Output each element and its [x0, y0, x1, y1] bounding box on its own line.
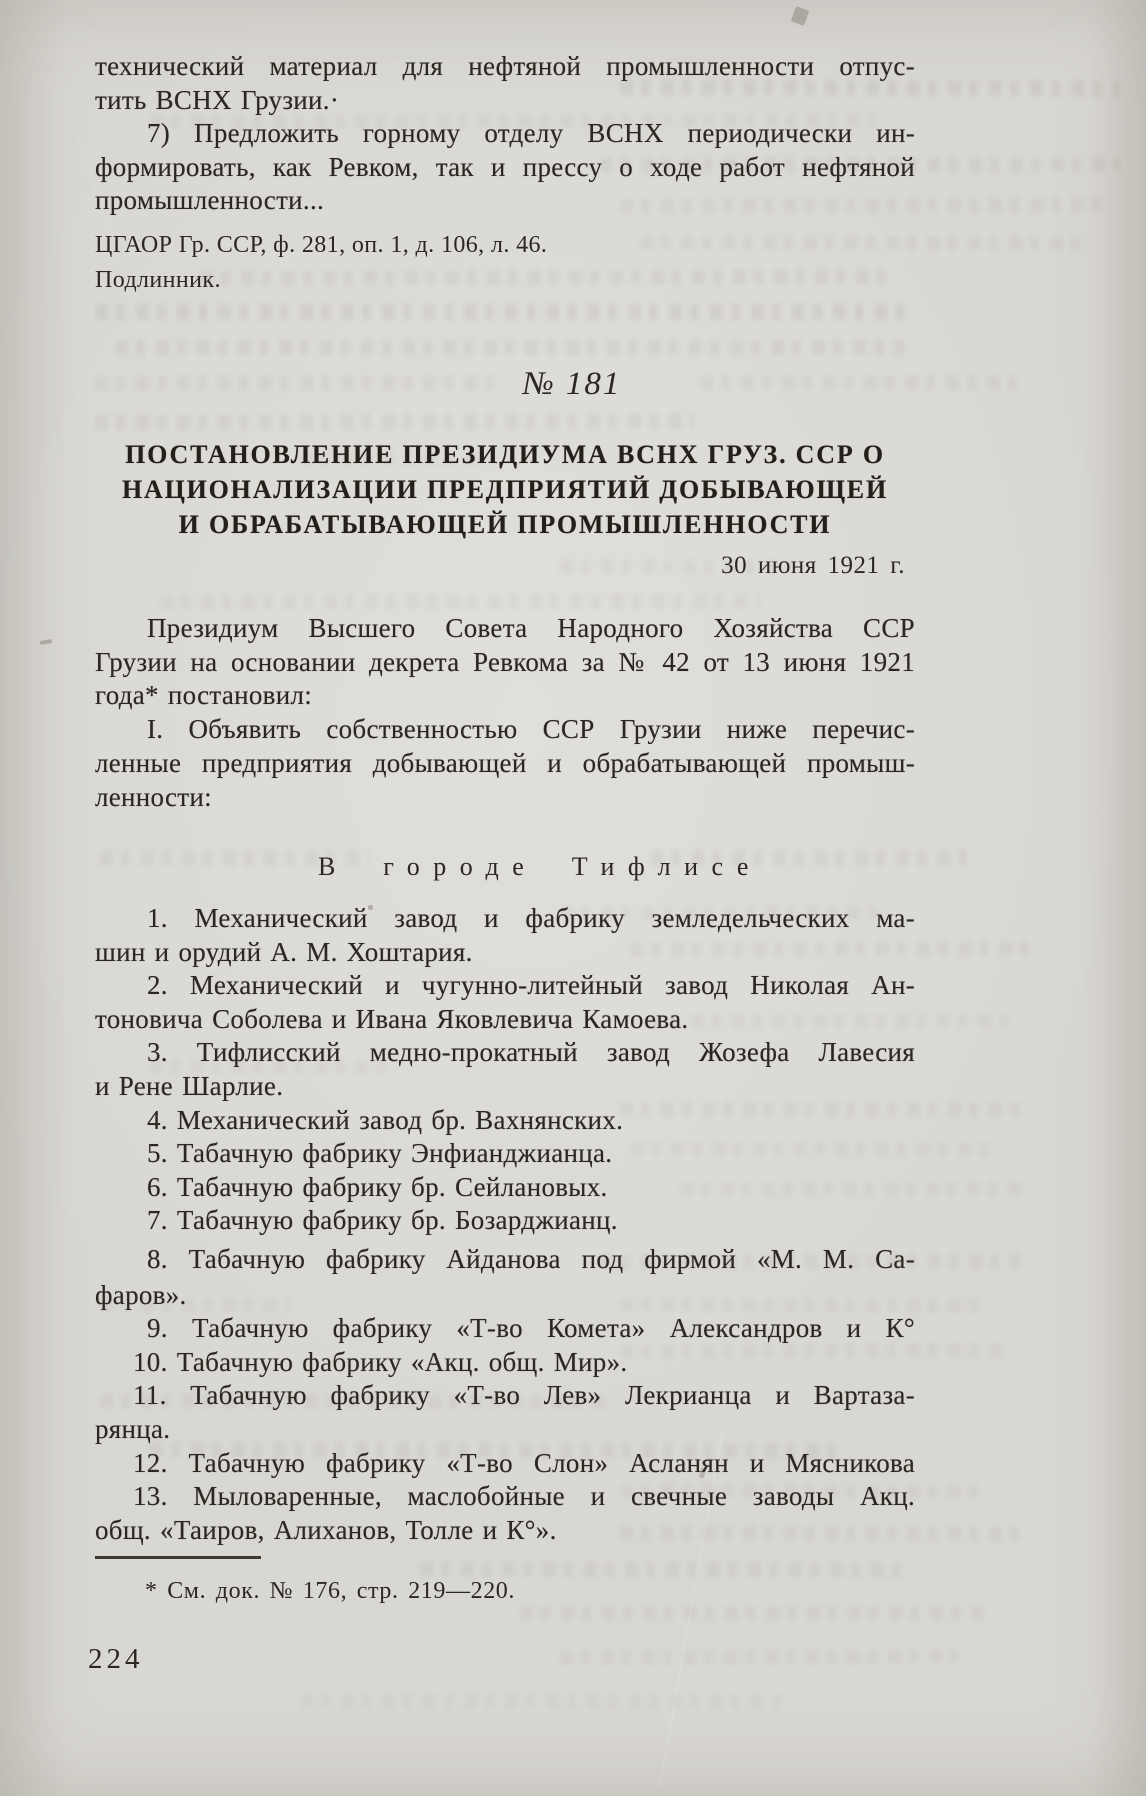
document-body — [95, 612, 915, 814]
text-line: 4. Механический завод бр. Вахнянских. — [147, 1104, 624, 1135]
bleed-through-stripe — [560, 1649, 970, 1664]
authenticity-note: Подлинник. — [95, 267, 221, 293]
paper-speck — [791, 6, 810, 26]
text-line: 6. Табачную фабрику бр. Сейлановых. — [147, 1171, 608, 1202]
document-title — [95, 437, 915, 542]
bleed-through-stripe — [115, 340, 905, 355]
bleed-through-stripe — [95, 413, 695, 431]
text-line: общ. «Таиров, Алиханов, Толле и К°». — [95, 1514, 557, 1545]
bleed-through-stripe — [160, 593, 760, 610]
paper-speck — [40, 639, 53, 645]
text-line: НАЦИОНАЛИЗАЦИИ ПРЕДПРИЯТИЙ ДОБЫВАЮЩЕЙ — [122, 475, 888, 504]
text-line: Президиум Высшего Совета Народного Хозяйства ССР — [147, 613, 915, 643]
text-line: технический материал для нефтяной промышленности отпус- — [95, 51, 915, 81]
text-line: тоновича Соболева и Ивана Яковлевича Камоева. — [95, 1003, 689, 1034]
text-line: 11. Табачную фабрику «Т-во Лев» Лекрианца и Вартаза- — [133, 1380, 915, 1411]
bleed-through-stripe — [420, 1561, 910, 1577]
text-line: ленности: — [95, 781, 212, 812]
text-line: 3. Тифлисский медно-прокатный завод Жозефа Лавесия — [147, 1037, 915, 1068]
archive-reference: ЦГАОР Гр. ССР, ф. 281, оп. 1, д. 106, л. 46. — [95, 232, 548, 258]
text-line: тить ВСНХ Грузии.· — [95, 84, 340, 115]
footnote-divider — [95, 1556, 261, 1559]
nationalized-items-list — [95, 902, 915, 1547]
text-line: промышленности... — [95, 185, 325, 215]
text-line: И ОБРАБАТЫВАЮЩЕЙ ПРОМЫШЛЕННОСТИ — [178, 510, 832, 539]
text-line: 5. Табачную фабрику Энфианджианца. — [147, 1138, 613, 1169]
text-line: 7. Табачную фабрику бр. Бозарджианц. — [147, 1205, 618, 1236]
text-line: 7) Предложить горному отделу ВСНХ периодически ин- — [147, 118, 915, 148]
text-line: шин и орудий А. М. Хоштария. — [95, 936, 473, 967]
text-line: ленные предприятия добывающей и обрабатывающей промыш- — [95, 747, 915, 778]
text-line: 12. Табачную фабрику «Т-во Слон» Асланян и Мясникова — [133, 1447, 915, 1478]
text-line: года* постановил: — [95, 680, 313, 711]
footnote-text: * См. док. № 176, стр. 219—220. — [145, 1578, 515, 1604]
text-line: 10. Табачную фабрику «Акц. общ. Мир». — [133, 1346, 628, 1377]
bleed-through-stripe — [95, 304, 910, 320]
footnote-block — [95, 1578, 915, 1605]
text-line: 2. Механический и чугунно-литейный завод Николая Ан- — [147, 970, 915, 1001]
previous-document-text — [95, 50, 915, 218]
section-heading: В городе Тифлисе — [318, 852, 762, 881]
page-number: 224 — [88, 1643, 144, 1675]
text-line: и Рене Шарлие. — [95, 1070, 284, 1101]
text-line: I. Объявить собственностью ССР Грузии ниже перечис- — [147, 714, 915, 745]
text-line: 8. Табачную фабрику Айданова под фирмой «М. М. Са- — [147, 1243, 915, 1274]
text-line: Грузии на основании декрета Ревкома за № 42 от 13 июня 1921 — [95, 646, 915, 677]
text-line: ПОСТАНОВЛЕНИЕ ПРЕЗИДИУМА ВСНХ ГРУЗ. ССР О — [125, 440, 885, 469]
text-line: 13. Мыловаренные, маслобойные и свечные заводы Акц. — [133, 1481, 915, 1512]
bleed-through-stripe — [300, 1693, 790, 1708]
text-line: фаров». — [95, 1279, 187, 1310]
text-line: рянца. — [95, 1413, 171, 1444]
bleed-through-stripe — [520, 1606, 990, 1620]
document-date: 30 июня 1921 г. — [721, 552, 905, 579]
text-line: 9. Табачную фабрику «Т-во Комета» Александров и К° — [147, 1313, 915, 1344]
text-line: 1. Механический завод и фабрику земледельческих ма- — [147, 903, 915, 933]
archive-reference-block — [95, 228, 915, 298]
document-number: № 181 — [522, 366, 622, 402]
text-line: формировать, как Ревком, так и прессу о ходе работ нефтяной — [95, 151, 915, 182]
